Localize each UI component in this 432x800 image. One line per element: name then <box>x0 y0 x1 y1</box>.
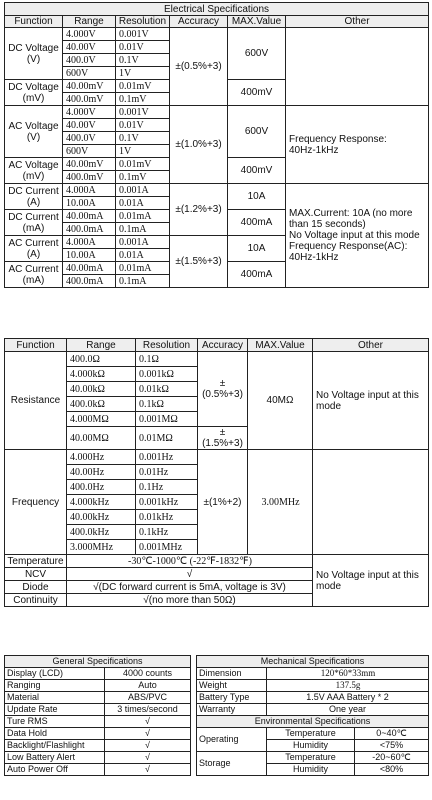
spec-label: Warranty <box>197 704 267 716</box>
range-cell: 40.00mA <box>63 262 116 275</box>
range-cell: 4.000kΩ <box>67 367 136 382</box>
spec-value: One year <box>267 704 429 716</box>
range-cell: 4.000Hz <box>67 450 136 465</box>
operating-humidity-value: <75% <box>355 740 429 752</box>
spec-label: Battery Type <box>197 692 267 704</box>
operating-temperature-label: Temperature <box>267 728 355 740</box>
ac-current-accuracy: ±(1.5%+3) <box>170 236 228 288</box>
mechanical-specs-table <box>196 655 429 776</box>
resolution-cell: 0.01mA <box>116 210 170 223</box>
header-max-value: MAX.Value <box>248 339 313 352</box>
diode-label: Diode <box>5 581 67 594</box>
temperature-label: Temperature <box>5 555 67 568</box>
resolution-cell: 0.001kHz <box>136 495 198 510</box>
resolution-cell: 0.01mV <box>116 80 170 93</box>
resolution-cell: 0.001MHz <box>136 540 198 555</box>
resolution-cell: 0.01mV <box>116 158 170 171</box>
range-cell: 400.0mV <box>63 171 116 184</box>
spec-value: 4000 counts <box>105 668 191 680</box>
resolution-cell: 0.1mV <box>116 171 170 184</box>
operating-temperature-value: 0~40℃ <box>355 728 429 740</box>
operating-humidity-label: Humidity <box>267 740 355 752</box>
temperature-value: -30℃-1000℃ (-22℉-1832℉) <box>67 555 313 568</box>
range-cell: 40.00kHz <box>67 510 136 525</box>
resolution-cell: 0.01A <box>116 197 170 210</box>
range-cell: 400.0V <box>63 132 116 145</box>
range-cell: 4.000A <box>63 184 116 197</box>
storage-temperature-value: -20~60℃ <box>355 752 429 764</box>
spec-value: 120*60*33mm <box>267 668 429 680</box>
environmental-specs-title: Environmental Specifications <box>197 716 429 728</box>
resistance-other: No Voltage input at this mode <box>313 352 429 450</box>
mechanical-specs-title: Mechanical Specifications <box>197 656 429 668</box>
ac-current-ma-max: 400mA <box>228 262 286 288</box>
spec-label: Weight <box>197 680 267 692</box>
resistance-accuracy: ±(0.5%+3) <box>198 352 248 427</box>
continuity-label: Continuity <box>5 594 67 607</box>
resolution-cell: 0.001Hz <box>136 450 198 465</box>
range-cell: 600V <box>63 145 116 158</box>
resolution-cell: 0.1Ω <box>136 352 198 367</box>
range-cell: 400.0V <box>63 54 116 67</box>
header-other: Other <box>286 16 429 28</box>
resolution-cell: 1V <box>116 145 170 158</box>
resolution-cell: 0.01Hz <box>136 465 198 480</box>
spec-label: Low Battery Alert <box>5 752 105 764</box>
header-accuracy: Accuracy <box>170 16 228 28</box>
resolution-cell: 1V <box>116 67 170 80</box>
range-cell: 40.00mV <box>63 158 116 171</box>
resolution-cell: 0.01V <box>116 119 170 132</box>
spec-label: Material <box>5 692 105 704</box>
spec-value: √ <box>105 752 191 764</box>
range-cell: 4.000MΩ <box>67 412 136 427</box>
ncv-label: NCV <box>5 568 67 581</box>
spec-value: √ <box>105 728 191 740</box>
dc-voltage-mv-max: 400mV <box>228 80 286 106</box>
resolution-cell: 0.001MΩ <box>136 412 198 427</box>
dc-current-a-max: 10A <box>228 184 286 210</box>
header-resolution: Resolution <box>116 16 170 28</box>
resistance-frequency-table <box>4 338 429 607</box>
range-cell: 400.0kΩ <box>67 397 136 412</box>
dc-current-a-label: DC Current (A) <box>5 184 63 210</box>
resolution-cell: 0.1V <box>116 132 170 145</box>
resolution-cell: 0.1Hz <box>136 480 198 495</box>
resolution-cell: 0.01V <box>116 41 170 54</box>
spec-value: 1.5V AAA Battery * 2 <box>267 692 429 704</box>
header-function: Function <box>5 339 67 352</box>
ac-current-ma-label: AC Current (mA) <box>5 262 63 288</box>
spec-value: 137.5g <box>267 680 429 692</box>
ac-current-a-label: AC Current (A) <box>5 236 63 262</box>
ac-current-a-max: 10A <box>228 236 286 262</box>
storage-temperature-label: Temperature <box>267 752 355 764</box>
resolution-cell: 0.01mA <box>116 262 170 275</box>
spec-label: Dimension <box>197 668 267 680</box>
resolution-cell: 0.1kHz <box>136 525 198 540</box>
resolution-cell: 0.001V <box>116 28 170 41</box>
current-other: MAX.Current: 10A (no more than 15 seconds) No Voltage input at this mode Frequency Response(AC): 40Hz-1kHz <box>286 184 429 288</box>
range-cell: 10.00A <box>63 249 116 262</box>
range-cell: 40.00mV <box>63 80 116 93</box>
ac-voltage-mv-max: 400mV <box>228 158 286 184</box>
spec-label: Backlight/Flashlight <box>5 740 105 752</box>
resolution-cell: 0.1kΩ <box>136 397 198 412</box>
ac-voltage-mv-label: AC Voltage (mV) <box>5 158 63 184</box>
resolution-cell: 0.001kΩ <box>136 367 198 382</box>
range-cell: 400.0Ω <box>67 352 136 367</box>
resolution-cell: 0.01kHz <box>136 510 198 525</box>
range-cell: 4.000kHz <box>67 495 136 510</box>
resolution-cell: 0.1V <box>116 54 170 67</box>
ac-voltage-v-label: AC Voltage (V) <box>5 106 63 158</box>
range-cell: 3.000MHz <box>67 540 136 555</box>
spec-value: √ <box>105 716 191 728</box>
spec-label: Data Hold <box>5 728 105 740</box>
resistance-accuracy-high: ±(1.5%+3) <box>198 427 248 450</box>
diode-value: √(DC forward current is 5mA, voltage is 3V) <box>67 581 313 594</box>
frequency-label: Frequency <box>5 450 67 555</box>
resolution-cell: 0.001V <box>116 106 170 119</box>
resolution-cell: 0.1mA <box>116 275 170 288</box>
storage-label: Storage <box>197 752 267 776</box>
resolution-cell: 0.01kΩ <box>136 382 198 397</box>
frequency-accuracy: ±(1%+2) <box>198 450 248 555</box>
range-cell: 40.00Hz <box>67 465 136 480</box>
spec-value: Auto <box>105 680 191 692</box>
frequency-other <box>313 450 429 555</box>
electrical-specs-table <box>4 2 429 288</box>
dc-voltage-other <box>286 28 429 106</box>
ac-voltage-other: Frequency Response: 40Hz-1kHz <box>286 106 429 184</box>
header-function: Function <box>5 16 63 28</box>
dc-voltage-mv-label: DC Voltage (mV) <box>5 80 63 106</box>
range-cell: 400.0mA <box>63 223 116 236</box>
range-cell: 4.000A <box>63 236 116 249</box>
range-cell: 40.00kΩ <box>67 382 136 397</box>
dc-voltage-accuracy: ±(0.5%+3) <box>170 28 228 106</box>
resistance-max: 40MΩ <box>248 352 313 450</box>
dc-current-ma-label: DC Current (mA) <box>5 210 63 236</box>
header-accuracy: Accuracy <box>198 339 248 352</box>
dc-voltage-v-label: DC Voltage (V) <box>5 28 63 80</box>
general-specs-title: General Specifications <box>5 656 191 668</box>
general-specs-table <box>4 655 191 776</box>
electrical-specs-title: Electrical Specifications <box>5 3 429 16</box>
spec-value: √ <box>105 740 191 752</box>
header-max-value: MAX.Value <box>228 16 286 28</box>
resolution-cell: 0.1mV <box>116 93 170 106</box>
ncv-value: √ <box>67 568 313 581</box>
continuity-value: √(no more than 50Ω) <box>67 594 313 607</box>
ac-voltage-max: 600V <box>228 106 286 158</box>
range-cell: 4.000V <box>63 28 116 41</box>
storage-humidity-label: Humidity <box>267 764 355 776</box>
ac-voltage-accuracy: ±(1.0%+3) <box>170 106 228 184</box>
spec-label: Update Rate <box>5 704 105 716</box>
range-cell: 10.00A <box>63 197 116 210</box>
range-cell: 400.0Hz <box>67 480 136 495</box>
resistance-label: Resistance <box>5 352 67 450</box>
range-cell: 600V <box>63 67 116 80</box>
resolution-cell: 0.1mA <box>116 223 170 236</box>
resolution-cell: 0.001A <box>116 236 170 249</box>
resolution-cell: 0.01A <box>116 249 170 262</box>
dc-current-accuracy: ±(1.2%+3) <box>170 184 228 236</box>
header-range: Range <box>67 339 136 352</box>
range-cell: 400.0mV <box>63 93 116 106</box>
range-cell: 40.00V <box>63 119 116 132</box>
range-cell: 40.00MΩ <box>67 427 136 450</box>
frequency-max: 3.00MHz <box>248 450 313 555</box>
spec-value: √ <box>105 764 191 776</box>
spec-label: Display (LCD) <box>5 668 105 680</box>
storage-humidity-value: <80% <box>355 764 429 776</box>
range-cell: 4.000V <box>63 106 116 119</box>
resolution-cell: 0.001A <box>116 184 170 197</box>
spec-label: Ranging <box>5 680 105 692</box>
spec-label: Ture RMS <box>5 716 105 728</box>
resolution-cell: 0.01MΩ <box>136 427 198 450</box>
dc-current-ma-max: 400mA <box>228 210 286 236</box>
range-cell: 400.0kHz <box>67 525 136 540</box>
spec-value: ABS/PVC <box>105 692 191 704</box>
range-cell: 40.00V <box>63 41 116 54</box>
header-range: Range <box>63 16 116 28</box>
range-cell: 40.00mA <box>63 210 116 223</box>
misc-other: No Voltage input at this mode <box>313 555 429 607</box>
header-resolution: Resolution <box>136 339 198 352</box>
header-other: Other <box>313 339 429 352</box>
spec-label: Auto Power Off <box>5 764 105 776</box>
range-cell: 400.0mA <box>63 275 116 288</box>
operating-label: Operating <box>197 728 267 752</box>
spec-value: 3 times/second <box>105 704 191 716</box>
dc-voltage-max: 600V <box>228 28 286 80</box>
